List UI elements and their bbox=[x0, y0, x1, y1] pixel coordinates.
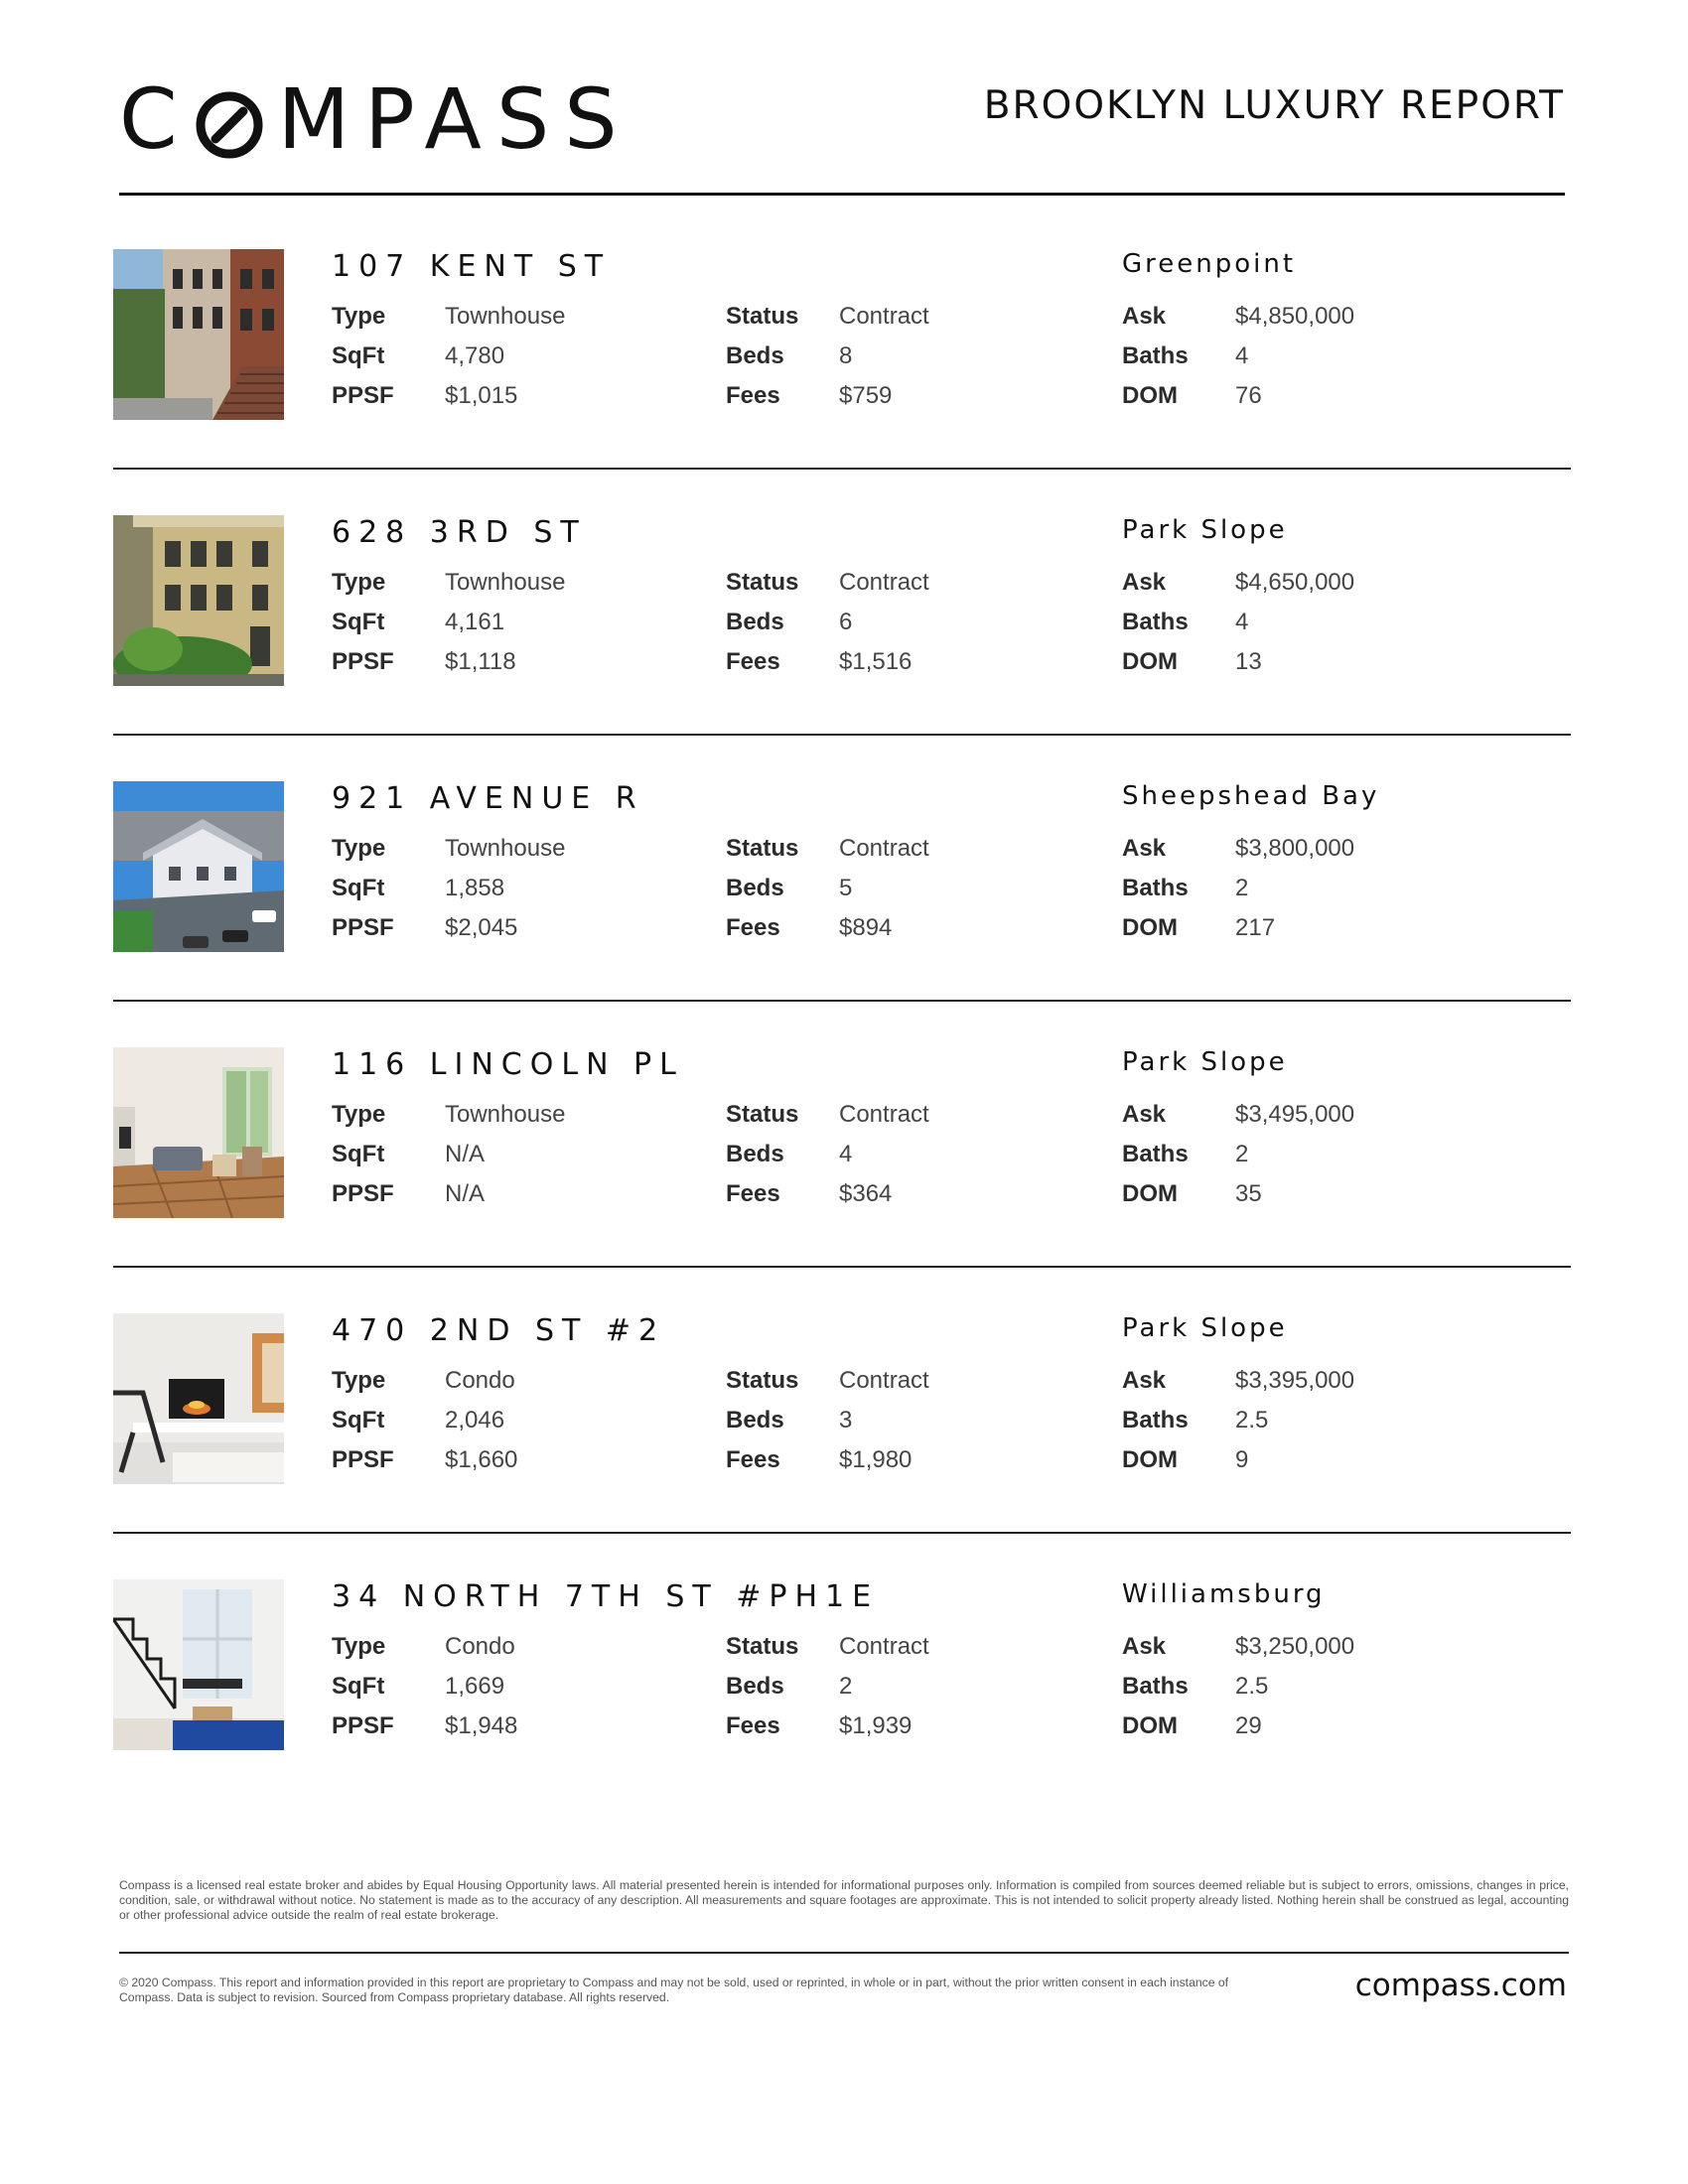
dom-value: 9 bbox=[1235, 1446, 1249, 1473]
status-value: Contract bbox=[839, 835, 929, 862]
ppsf-label: PPSF bbox=[332, 648, 394, 675]
status-value: Contract bbox=[839, 1633, 929, 1660]
dom-value: 35 bbox=[1235, 1180, 1262, 1207]
baths-value: 4 bbox=[1235, 609, 1249, 635]
fees-value: $759 bbox=[839, 382, 893, 409]
fees-value: $894 bbox=[839, 914, 893, 941]
ask-label: Ask bbox=[1122, 303, 1167, 330]
sqft-value: 4,780 bbox=[445, 342, 505, 369]
fees-label: Fees bbox=[726, 1180, 780, 1207]
ppsf-label: PPSF bbox=[332, 1180, 394, 1207]
baths-label: Baths bbox=[1122, 342, 1189, 369]
baths-label: Baths bbox=[1122, 609, 1189, 635]
footer-divider bbox=[119, 1952, 1569, 1954]
ppsf-label: PPSF bbox=[332, 1712, 394, 1739]
ask-value: $4,850,000 bbox=[1235, 303, 1355, 330]
ppsf-value: $1,118 bbox=[445, 648, 516, 675]
listing-card[interactable] bbox=[113, 1313, 1571, 1484]
listing-neighborhood: Williamsburg bbox=[1122, 1579, 1326, 1609]
listing-divider bbox=[113, 734, 1571, 736]
listing-divider bbox=[113, 1532, 1571, 1534]
fees-label: Fees bbox=[726, 1712, 780, 1739]
sqft-label: SqFt bbox=[332, 609, 385, 635]
listing-address[interactable]: 116 LINCOLN PL bbox=[332, 1047, 684, 1082]
ask-label: Ask bbox=[1122, 1101, 1167, 1128]
sqft-label: SqFt bbox=[332, 875, 385, 901]
beds-value: 3 bbox=[839, 1407, 853, 1433]
listing-divider bbox=[113, 468, 1571, 470]
legal-disclaimer: Compass is a licensed real estate broker and abides by Equal Housing Opportunity laws. All material presented herein is intended for informational purposes only. Information is compiled from sources deemed reliable but is subject to errors, omissions, changes in price, condition, sale, or withdrawal without notice. No statement is made as to the accuracy of any description. All measurements and square footages are approximate. This is not intended to solicit property already listed. Nothing herein shall be construed as legal, accounting or other professional advice outside the realm of real estate brokerage. bbox=[119, 1878, 1569, 1922]
listing-photo-loft[interactable] bbox=[113, 1579, 284, 1750]
type-value: Condo bbox=[445, 1367, 515, 1394]
ppsf-value: N/A bbox=[445, 1180, 486, 1207]
baths-value: 2.5 bbox=[1235, 1673, 1269, 1700]
sqft-label: SqFt bbox=[332, 1673, 385, 1700]
ask-label: Ask bbox=[1122, 835, 1167, 862]
listing-card[interactable] bbox=[113, 1047, 1571, 1218]
status-value: Contract bbox=[839, 1367, 929, 1394]
beds-value: 2 bbox=[839, 1673, 853, 1700]
ppsf-value: $1,015 bbox=[445, 382, 518, 409]
type-label: Type bbox=[332, 1101, 386, 1128]
sqft-value: 4,161 bbox=[445, 609, 505, 635]
listing-divider bbox=[113, 1266, 1571, 1268]
ppsf-value: $2,045 bbox=[445, 914, 518, 941]
status-label: Status bbox=[726, 303, 799, 330]
ask-value: $3,250,000 bbox=[1235, 1633, 1355, 1660]
type-label: Type bbox=[332, 569, 386, 596]
fees-value: $364 bbox=[839, 1180, 893, 1207]
status-value: Contract bbox=[839, 569, 929, 596]
compass-logo bbox=[119, 70, 633, 168]
listing-photo-brownstone[interactable] bbox=[113, 249, 284, 420]
type-value: Condo bbox=[445, 1633, 515, 1660]
beds-label: Beds bbox=[726, 1141, 784, 1167]
listing-card[interactable] bbox=[113, 515, 1571, 686]
status-value: Contract bbox=[839, 1101, 929, 1128]
status-label: Status bbox=[726, 835, 799, 862]
ask-label: Ask bbox=[1122, 569, 1167, 596]
listing-card[interactable] bbox=[113, 1579, 1571, 1750]
baths-label: Baths bbox=[1122, 875, 1189, 901]
dom-label: DOM bbox=[1122, 648, 1178, 675]
dom-label: DOM bbox=[1122, 382, 1178, 409]
listing-address[interactable]: 470 2ND ST #2 bbox=[332, 1313, 666, 1348]
baths-value: 2 bbox=[1235, 875, 1249, 901]
ppsf-label: PPSF bbox=[332, 1446, 394, 1473]
listing-neighborhood: Greenpoint bbox=[1122, 249, 1297, 279]
listing-address[interactable]: 628 3RD ST bbox=[332, 515, 587, 550]
listing-address[interactable]: 34 NORTH 7TH ST #PH1E bbox=[332, 1579, 880, 1614]
sqft-value: 2,046 bbox=[445, 1407, 505, 1433]
dom-label: DOM bbox=[1122, 914, 1178, 941]
beds-label: Beds bbox=[726, 342, 784, 369]
listing-address[interactable]: 921 AVENUE R bbox=[332, 781, 644, 816]
beds-label: Beds bbox=[726, 609, 784, 635]
dom-value: 13 bbox=[1235, 648, 1262, 675]
listing-photo-aerial-house[interactable] bbox=[113, 781, 284, 952]
sqft-value: 1,669 bbox=[445, 1673, 505, 1700]
type-value: Townhouse bbox=[445, 303, 566, 330]
beds-label: Beds bbox=[726, 1673, 784, 1700]
ask-label: Ask bbox=[1122, 1367, 1167, 1394]
fees-value: $1,516 bbox=[839, 648, 913, 675]
listing-neighborhood: Park Slope bbox=[1122, 1047, 1288, 1077]
dom-label: DOM bbox=[1122, 1180, 1178, 1207]
header-divider bbox=[119, 193, 1565, 196]
listing-card[interactable] bbox=[113, 781, 1571, 952]
listing-card[interactable] bbox=[113, 249, 1571, 420]
logo-text-mpass: MPASS bbox=[277, 70, 633, 168]
ppsf-label: PPSF bbox=[332, 382, 394, 409]
baths-value: 2.5 bbox=[1235, 1407, 1269, 1433]
baths-value: 4 bbox=[1235, 342, 1249, 369]
listing-neighborhood: Sheepshead Bay bbox=[1122, 781, 1380, 811]
ppsf-label: PPSF bbox=[332, 914, 394, 941]
logo-text-c: C bbox=[119, 70, 193, 168]
beds-label: Beds bbox=[726, 875, 784, 901]
ask-value: $3,395,000 bbox=[1235, 1367, 1355, 1394]
dom-value: 29 bbox=[1235, 1712, 1262, 1739]
baths-label: Baths bbox=[1122, 1141, 1189, 1167]
fees-label: Fees bbox=[726, 648, 780, 675]
listing-photo-living-room[interactable] bbox=[113, 1047, 284, 1218]
sqft-label: SqFt bbox=[332, 1141, 385, 1167]
sqft-value: 1,858 bbox=[445, 875, 505, 901]
ppsf-value: $1,660 bbox=[445, 1446, 518, 1473]
fees-value: $1,980 bbox=[839, 1446, 913, 1473]
fees-label: Fees bbox=[726, 1446, 780, 1473]
listing-photo-fireplace[interactable] bbox=[113, 1313, 284, 1484]
sqft-value: N/A bbox=[445, 1141, 486, 1167]
listing-neighborhood: Park Slope bbox=[1122, 515, 1288, 545]
status-value: Contract bbox=[839, 303, 929, 330]
dom-label: DOM bbox=[1122, 1712, 1178, 1739]
fees-label: Fees bbox=[726, 382, 780, 409]
type-value: Townhouse bbox=[445, 835, 566, 862]
type-value: Townhouse bbox=[445, 1101, 566, 1128]
copyright-notice: © 2020 Compass. This report and information provided in this report are proprietary to Compass and may not be sold, used or reprinted, in whole or in part, without the prior written consent in each instance of Compass. Data is subject to revision. Sourced from Compass proprietary database. All rights reserved. bbox=[119, 1976, 1229, 2004]
listing-address[interactable]: 107 KENT ST bbox=[332, 249, 612, 284]
ask-value: $4,650,000 bbox=[1235, 569, 1355, 596]
status-label: Status bbox=[726, 1633, 799, 1660]
compass-needle-icon bbox=[195, 90, 264, 160]
listing-photo-brick-townhouse[interactable] bbox=[113, 515, 284, 686]
beds-value: 4 bbox=[839, 1141, 853, 1167]
ppsf-value: $1,948 bbox=[445, 1712, 518, 1739]
beds-label: Beds bbox=[726, 1407, 784, 1433]
dom-value: 76 bbox=[1235, 382, 1262, 409]
sqft-label: SqFt bbox=[332, 1407, 385, 1433]
ask-value: $3,495,000 bbox=[1235, 1101, 1355, 1128]
status-label: Status bbox=[726, 569, 799, 596]
type-label: Type bbox=[332, 1633, 386, 1660]
baths-value: 2 bbox=[1235, 1141, 1249, 1167]
listing-divider bbox=[113, 1000, 1571, 1002]
dom-value: 217 bbox=[1235, 914, 1276, 941]
fees-value: $1,939 bbox=[839, 1712, 913, 1739]
ask-value: $3,800,000 bbox=[1235, 835, 1355, 862]
sqft-label: SqFt bbox=[332, 342, 385, 369]
type-label: Type bbox=[332, 303, 386, 330]
baths-label: Baths bbox=[1122, 1407, 1189, 1433]
dom-label: DOM bbox=[1122, 1446, 1178, 1473]
website-link[interactable]: compass.com bbox=[1354, 1968, 1567, 2003]
status-label: Status bbox=[726, 1367, 799, 1394]
status-label: Status bbox=[726, 1101, 799, 1128]
type-label: Type bbox=[332, 835, 386, 862]
fees-label: Fees bbox=[726, 914, 780, 941]
type-label: Type bbox=[332, 1367, 386, 1394]
type-value: Townhouse bbox=[445, 569, 566, 596]
report-title: BROOKLYN LUXURY REPORT bbox=[983, 83, 1565, 128]
baths-label: Baths bbox=[1122, 1673, 1189, 1700]
beds-value: 8 bbox=[839, 342, 853, 369]
ask-label: Ask bbox=[1122, 1633, 1167, 1660]
listing-neighborhood: Park Slope bbox=[1122, 1313, 1288, 1343]
beds-value: 5 bbox=[839, 875, 853, 901]
beds-value: 6 bbox=[839, 609, 853, 635]
